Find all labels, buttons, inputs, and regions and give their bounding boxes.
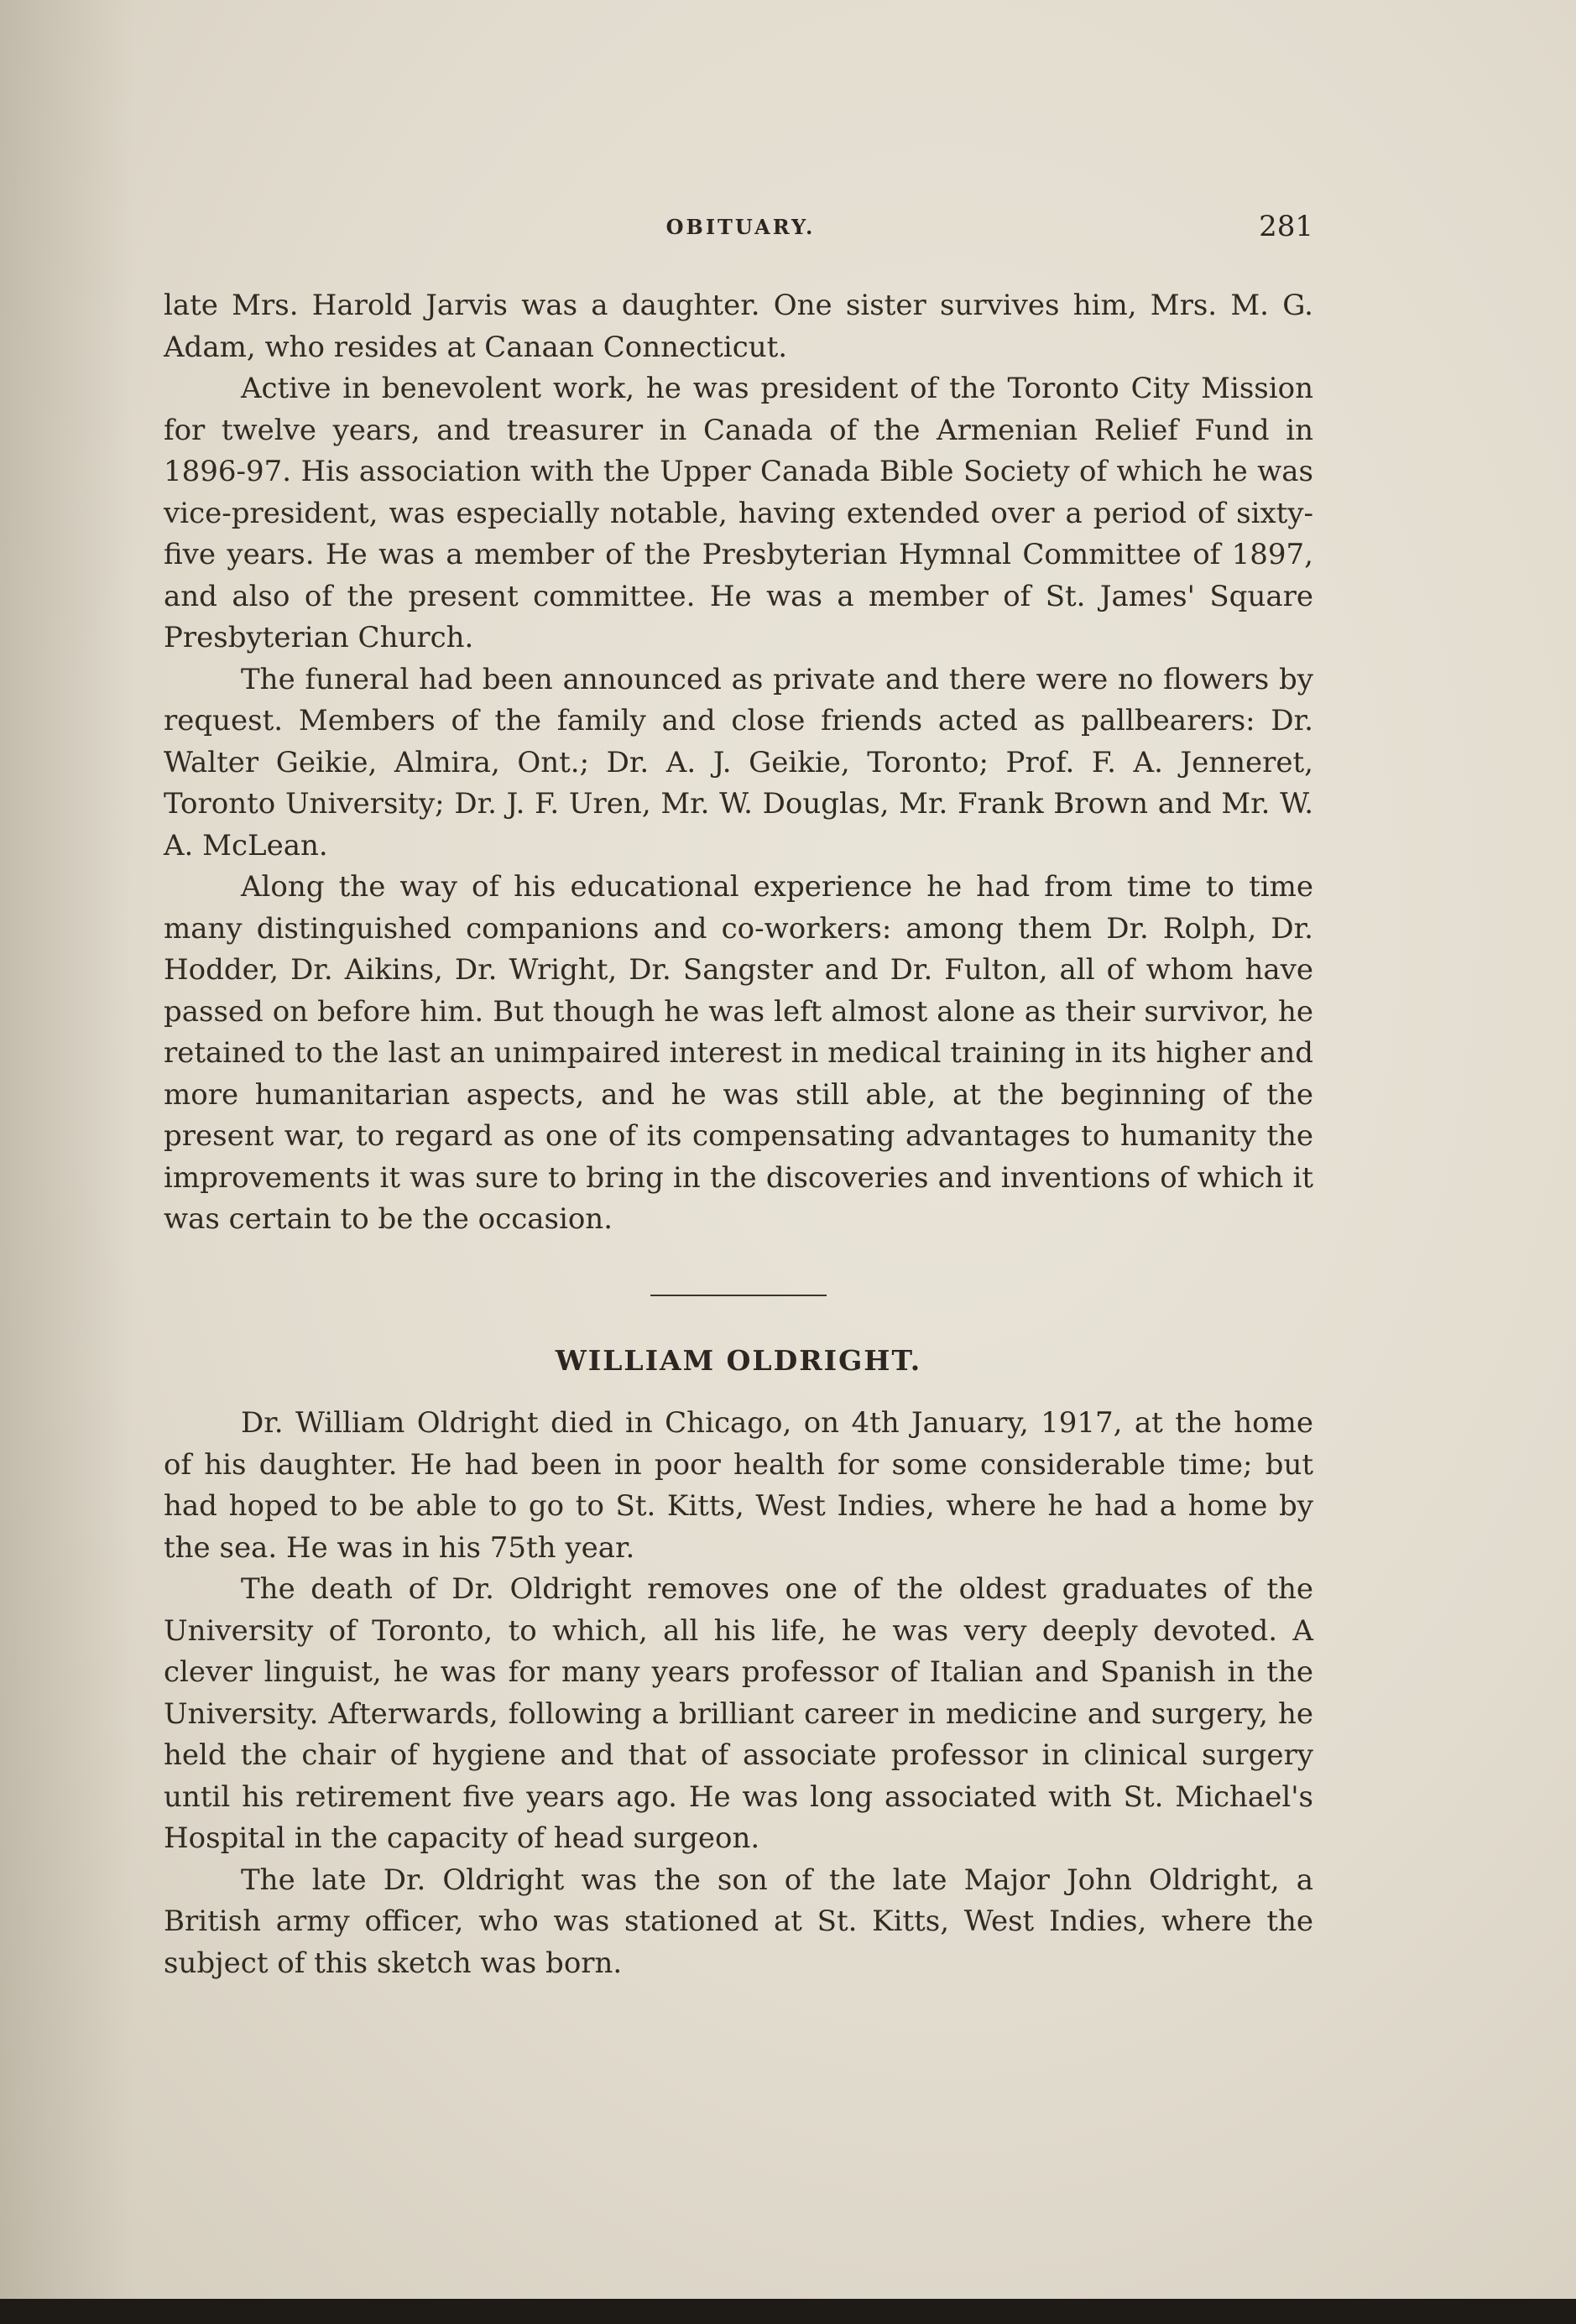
paragraph: Dr. William Oldright died in Chicago, on 4th January, 1917, at the home of his daughter. He had been in poor health for some considerable time; but had hoped to be able to go to St. Kitts, West Indies, where he had a home by the sea. He was in his 75th year. bbox=[164, 1406, 1313, 1565]
paragraph: Along the way of his educational experience he had from time to time many distinguished companions and co-workers: among them Dr. Rolph, Dr. Hodder, Dr. Aikins, Dr. Wright, Dr. Sangster and Dr. Fulton, all of whom have passed on before him. But though he was left almost alone as their survivor, he retained to the last an unimpaired interest in medical training in its higher and more humanitarian aspects, and he was still able, at the beginning of the present war, to regard as one of its compensating advantages to humanity the improvements it was sure to bring in the discoveries and inventions of which it was certain to be the occasion. bbox=[164, 870, 1313, 1236]
paragraph: The late Dr. Oldright was the son of the late Major John Oldright, a British army officer, who was stationed at St. Kitts, West Indies, where the subject of this sketch was born. bbox=[164, 1863, 1313, 1980]
page-number: 281 bbox=[1259, 210, 1313, 243]
paragraph: Active in benevolent work, he was president of the Toronto City Mission for twelve years, and treasurer in Canada of the Armenian Relief Fund in 1896-97. His association with the Upper Canada Bible Society of which he was vice-president, was especially notable, having extended over a period of sixty-five years. He was a member of the Presbyterian Hymnal Committee of 1897, and also of the present committee. He was a member of St. James' Square Presbyterian Church. bbox=[164, 372, 1313, 654]
page-bottom-edge bbox=[0, 2299, 1576, 2324]
second-article bbox=[164, 1340, 1313, 1985]
paragraph: The death of Dr. Oldright removes one of the oldest graduates of the University of Toronto, to which, all his life, he was very deeply devoted. A clever linguist, he was for many years professor of Italian and Spanish in the University. Afterwards, following a brilliant career in medicine and surgery, he held the chair of hygiene and that of associate professor in clinical surgery until his retirement five years ago. He was long associated with St. Michael's Hospital in the capacity of head surgeon. bbox=[164, 1572, 1313, 1855]
paragraph: The funeral had been announced as private and there were no flowers by request. Members of the family and close friends acted as pallbearers: Dr. Walter Geikie, Almira, Ont.; Dr. A. J. Geikie, Toronto; Prof. F. A. Jenneret, Toronto University; Dr. J. F. Uren, Mr. W. Douglas, Mr. Frank Brown and Mr. W. A. McLean. bbox=[164, 662, 1313, 862]
running-head bbox=[168, 210, 1313, 252]
paragraph: late Mrs. Harold Jarvis was a daughter. One sister survives him, Mrs. M. G. Adam, who resides at Canaan Connecticut. bbox=[164, 289, 1313, 364]
page-body bbox=[164, 285, 1313, 1984]
article-heading: WILLIAM OLDRIGHT. bbox=[555, 1343, 922, 1377]
running-head-title: OBITUARY. bbox=[665, 215, 816, 239]
section-divider bbox=[650, 1295, 827, 1296]
first-article bbox=[164, 285, 1313, 1241]
